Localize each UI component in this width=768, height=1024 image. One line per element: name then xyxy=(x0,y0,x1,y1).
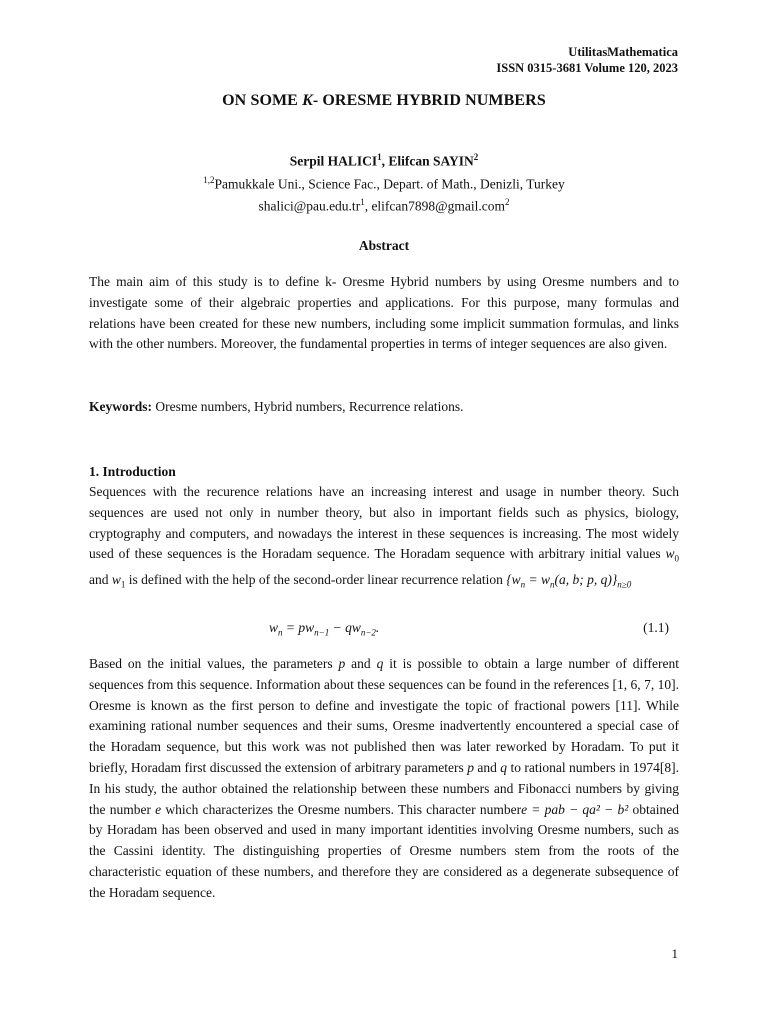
recurrence-relation: {$w_n = w_n(a$, b; p, $q)\}_{n\ge 0}$ xyxy=(506,571,632,590)
section-heading-introduction: 1. Introduction xyxy=(89,464,176,479)
author-emails: $shalici@pau.edu.tr^1$, elifcan7898@gmail.com$^2$ xyxy=(258,197,510,214)
character-number-formula: e = pab − qa² − b² xyxy=(521,801,629,817)
intro-paragraph-2: Based on the initial values, the parameters p and q it is possible to obtain a large number of different sequences from this sequence. Information about these sequences can be found in the references [1, 6, 7, 10]. Oresme is known as the first person to define and investigate the topic of fractional powers [11]. While examining rational number sequences and their sums, Oresme inadvertently encountered a special case of the Horadam sequence, but this work was not published then was later reworked by Horadam. To put it briefly, Horadam first discussed the extension of arbitrary parameters p and q to rational numbers in 1974[8]. In his study, the author obtained the relationship between these numbers and Fibonacci numbers by giving the number e which characterizes the Oresme numbers. This character numbere = pab − qa² − b² obtained by Horadam has been observed and used in many important identities involving Oresme numbers, such as the Cassini identity. The distinguishing properties of Oresme numbers stem from the roots of the characteristic equation of these numbers, and therefore they are considered as a degenerate subsequence of the Horadam sequence. xyxy=(89,656,679,900)
journal-name: UtilitasMathematica xyxy=(568,45,678,59)
abstract-heading: Abstract xyxy=(358,238,410,253)
equation-number: (1.1) xyxy=(643,620,669,635)
keywords: Keywords: Oresme numbers, Hybrid numbers, Recurrence relations. xyxy=(89,399,464,414)
affiliation: $^{1,2}$Pamukkale Uni., Science Fac., Depart. of Math., Denizli, Turkey xyxy=(203,174,565,191)
paper-title: ON SOME K- ORESME HYBRID NUMBERS xyxy=(222,92,546,109)
equation-formula: $w_n = pw_{n-1} - qw_{n-2}$. xyxy=(269,620,380,638)
intro-paragraph-1: Sequences with the recurence relations have an increasing interest and usage in number theory. Such sequences are used not only in number theory, but also in important fields such as physics, biology, cryptography and computers, and nowadays the interest in these sequences is increasing. The most widely used of these sequences is the Horadam sequence. The Horadam sequence with arbitrary initial values $w_0$ and $w_1$ is defined with the help of the second-order linear recurrence relation {$w_n = w_n(a$, b; p, $q)\}_{n\ge 0}$ xyxy=(89,484,679,590)
author-names: Serpil HALICI$^1$, Elifcan SAYIN$^2$ xyxy=(289,152,479,169)
equation-1-1 xyxy=(89,620,679,642)
abstract-text: The main aim of this study is to define k- Oresme Hybrid numbers by using Oresme numbers and to investigate some of their algebraic properties and applications. For this purpose, many formulas and relations have been created for these new numbers, including some implicit summation formulas, and links with the other numbers. Moreover, the fundamental properties in terms of integer sequences are also given. xyxy=(89,274,679,352)
journal-issn: ISSN 0315-3681 Volume 120, 2023 xyxy=(496,61,678,75)
page-number: 1 xyxy=(671,946,678,961)
author-block xyxy=(0,148,768,216)
journal-header xyxy=(496,44,678,76)
